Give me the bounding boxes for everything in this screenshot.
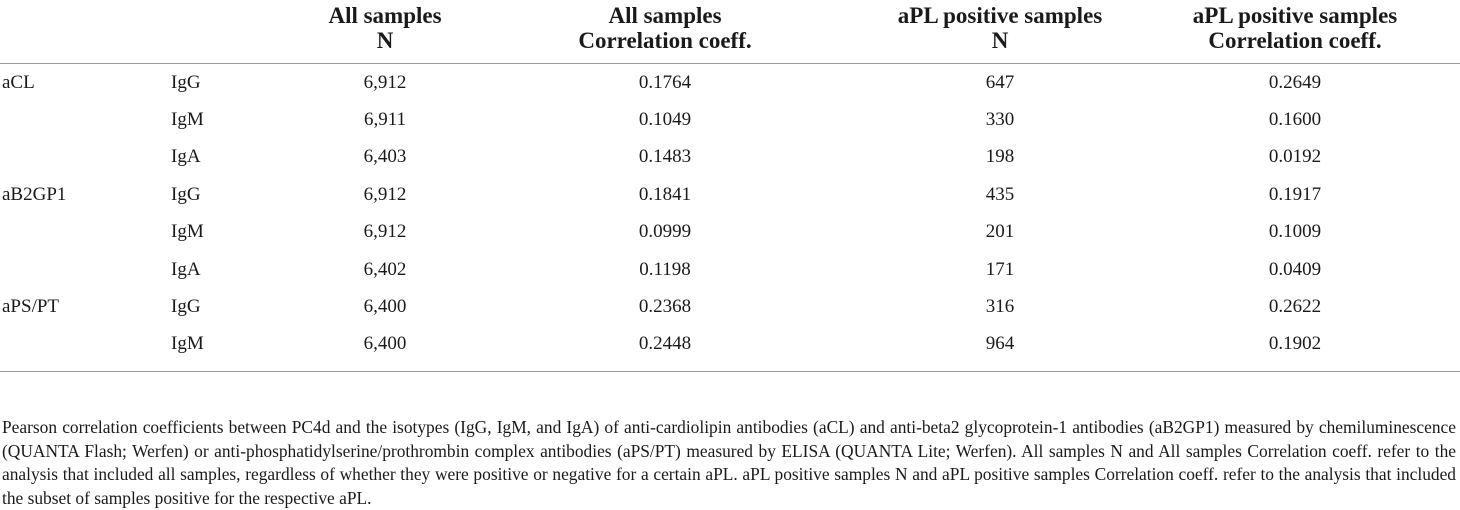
row-group [0, 214, 170, 251]
row-all-n: 6,400 [363, 296, 407, 318]
row-all-n: 6,911 [363, 109, 407, 131]
header-all-corr-line2: Correlation coeff. [578, 28, 752, 53]
table-row [0, 64, 1460, 102]
header-pos-corr [1130, 0, 1460, 64]
row-isotype: IgM [171, 221, 204, 243]
row-all-n: 6,403 [363, 146, 407, 168]
row-group [0, 139, 170, 176]
row-isotype: IgM [171, 109, 204, 131]
row-all-corr: 0.2448 [638, 333, 692, 355]
row-all-n: 6,402 [363, 258, 407, 280]
row-pos-corr: 0.0409 [1268, 258, 1322, 280]
table-row [0, 251, 1460, 288]
row-isotype: IgG [171, 183, 201, 205]
row-pos-n: 435 [985, 183, 1015, 205]
row-group [0, 251, 170, 288]
table-row [0, 139, 1460, 176]
row-pos-n: 330 [985, 109, 1015, 131]
row-all-corr: 0.2368 [638, 296, 692, 318]
row-group: aPS/PT [2, 296, 60, 318]
header-pos-corr-line2: Correlation coeff. [1208, 28, 1382, 53]
row-pos-n: 201 [985, 221, 1015, 243]
row-all-corr: 0.1049 [638, 109, 692, 131]
header-all-corr-line1: All samples [608, 3, 722, 28]
row-all-corr: 0.0999 [638, 221, 692, 243]
header-pos-corr-line1: aPL positive samples [1192, 3, 1398, 28]
header-group [0, 0, 170, 64]
row-all-corr: 0.1483 [638, 146, 692, 168]
header-all-n-line1: All samples [328, 3, 442, 28]
row-pos-corr: 0.2649 [1268, 71, 1322, 93]
header-all-corr [460, 0, 870, 64]
table-footnote: Pearson correlation coefficients between PC4d and the isotypes (IgG, IgM, and IgA) of anti-cardiolipin antibodies (aCL) and anti-beta2 glycoprotein-1 antibodies (aB2GP1) measured by chemiluminescence (QUANTA Flash; Werfen) or anti-phosphatidylserine/prothrombin complex antibodies (aPS/PT) measured by ELISA (QUANTA Lite; Werfen). All samples N and All samples Correlation coeff. refer to the analysis that included all samples, regardless of whether they were positive or negative for a certain aPL. aPL positive samples N and aPL positive samples Correlation coeff. refer to the analysis that included the subset of samples positive for the respective aPL. [2, 417, 1456, 508]
row-pos-corr: 0.2622 [1268, 296, 1322, 318]
row-group [0, 326, 170, 372]
row-pos-n: 198 [985, 146, 1015, 168]
row-pos-corr: 0.1902 [1268, 333, 1322, 355]
row-all-corr: 0.1764 [638, 71, 692, 93]
row-isotype: IgA [171, 258, 201, 280]
header-pos-n-line1: aPL positive samples [897, 3, 1103, 28]
row-isotype: IgG [171, 71, 201, 93]
row-pos-corr: 0.1600 [1268, 109, 1322, 131]
row-all-n: 6,912 [363, 183, 407, 205]
row-isotype: IgM [171, 333, 204, 355]
table-row [0, 101, 1460, 138]
row-group: aB2GP1 [2, 183, 67, 205]
row-pos-n: 964 [985, 333, 1015, 355]
header-pos-n [870, 0, 1130, 64]
row-group [0, 101, 170, 138]
row-pos-n: 171 [985, 258, 1015, 280]
row-pos-corr: 0.1917 [1268, 183, 1322, 205]
header-all-n-line2: N [376, 28, 394, 53]
row-all-corr: 0.1198 [639, 258, 691, 280]
row-pos-n: 647 [985, 71, 1015, 93]
table-row [0, 288, 1460, 325]
row-isotype: IgG [171, 296, 201, 318]
row-isotype: IgA [171, 146, 201, 168]
row-all-n: 6,912 [363, 71, 407, 93]
row-all-n: 6,912 [363, 221, 407, 243]
table-row [0, 214, 1460, 251]
row-pos-n: 316 [985, 296, 1015, 318]
header-all-n [310, 0, 460, 64]
table-header [0, 0, 1460, 64]
table-row [0, 176, 1460, 213]
row-all-n: 6,400 [363, 333, 407, 355]
header-isotype [170, 0, 310, 64]
row-group: aCL [2, 71, 35, 93]
row-all-corr: 0.1841 [638, 183, 692, 205]
row-pos-corr: 0.1009 [1268, 221, 1322, 243]
table-row [0, 326, 1460, 372]
header-pos-n-line2: N [991, 28, 1009, 53]
table-body [0, 64, 1460, 372]
row-pos-corr: 0.0192 [1268, 146, 1322, 168]
